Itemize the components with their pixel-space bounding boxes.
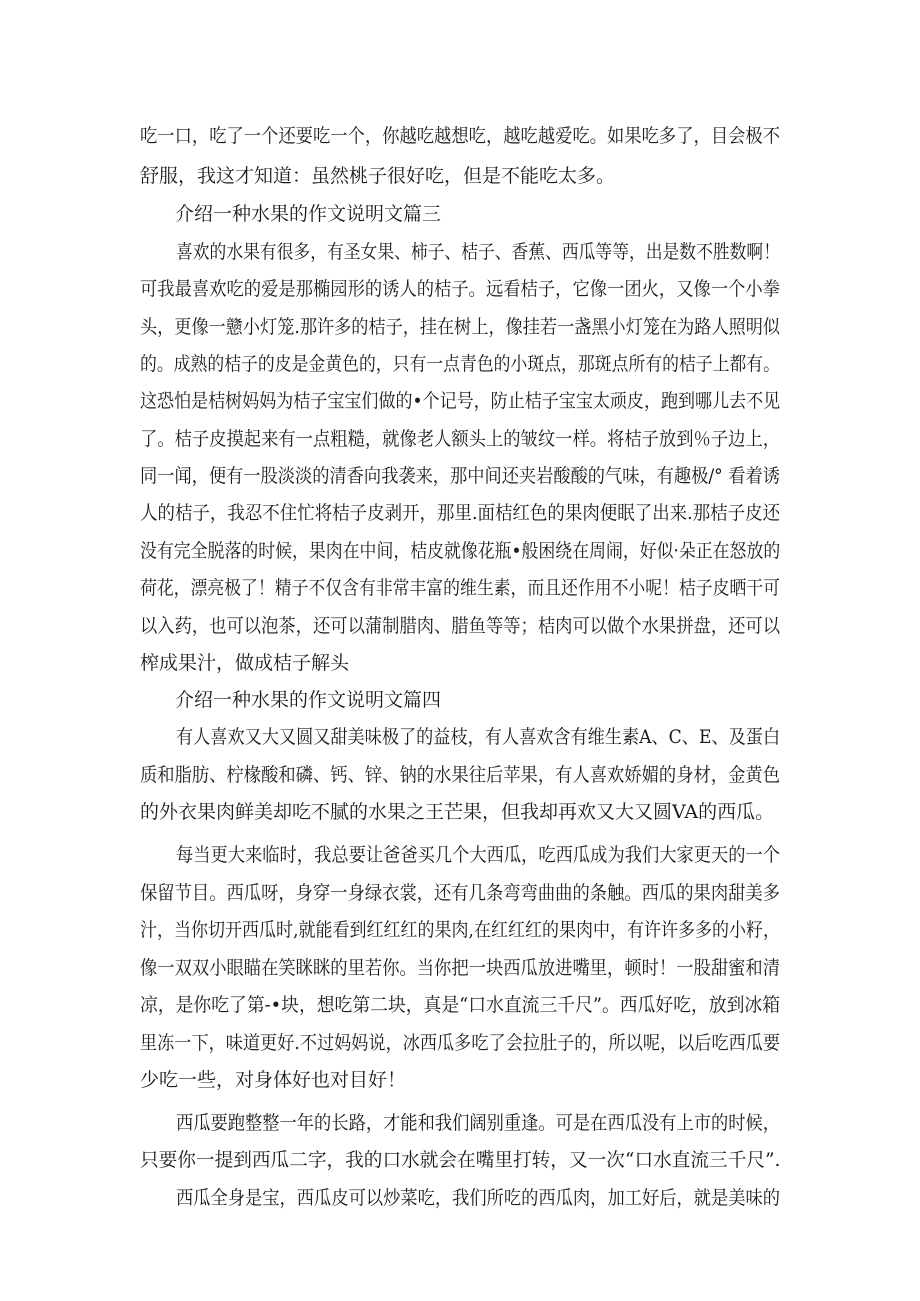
text-line-29: 西瓜全身是宝，西瓜皮可以炒菜吃，我们所吃的西瓜肉，加工好后，就是美味的 — [176, 1187, 781, 1209]
text-line-6: 头，更像一戆小灯笼.那许多的桔子，挂在树上，像挂若一盏黑小灯笼在为路人照明似 — [140, 316, 781, 338]
text-line-8: 这恐怕是桔树妈妈为桔子宝宝们做的•个记号，防止桔子宝宝太顽皮，跑到哪儿去不见 — [140, 390, 781, 412]
text-line-24: 凉，是你吃了第-•块，想吃第二块，真是“口水直流三千尺”。西瓜好吃，放到冰箱 — [140, 994, 781, 1016]
section-heading-3: 介绍一种水果的作文说明文篇三 — [175, 203, 442, 225]
text-line-22: 汁，当你切开西瓜时,就能看到红红红的果肉,在红红红的果肉中，有许许多多的小籽， — [140, 919, 781, 941]
text-line-1: 吃一口，吃了一个还要吃一个，你越吃越想吃，越吃越爱吃。如果吃多了，目会极不 — [140, 125, 781, 147]
text-line-18: 质和脂肪、柠椽酸和磷、钙、锌、钠的水果往后苹果，有人喜欢娇媚的身材，金黄色 — [140, 764, 781, 786]
text-line-25: 里冻一下，味道更好.不过妈妈说，冰西瓜多吃了会拉肚子的，所以呢，以后吃西瓜要 — [140, 1032, 781, 1054]
text-line-7: 的。成熟的桔子的皮是金黄色的，只有一点青色的小斑点，那斑点所有的桔子上都有。 — [140, 353, 780, 375]
text-line-4: 喜欢的水果有很多，有圣女果、柿子、桔子、香蕉、西瓜等等，出是数不胜数啊！ — [176, 241, 780, 263]
text-line-23: 像一双双小眼瞄在笑眯眯的里若你。当你把一块西瓜放进嘴里，顿时！一股甜蜜和清 — [140, 957, 781, 979]
text-line-15: 榨成果汁，做成桔子解头 — [140, 652, 350, 674]
section-heading-4: 介绍一种水果的作文说明文篇四 — [175, 689, 442, 711]
text-line-19: 的外衣果肉鲜美却吃不腻的水果之王芒果，但我却再欢又大又圆VA的西瓜。 — [140, 801, 775, 823]
text-line-10: 同一闻，便有一股淡淡的清香向我袭来，那中间还夹岩酸酸的气味，有趣极/° 看着诱 — [140, 465, 780, 487]
text-line-14: 以入药，也可以泡茶，还可以蒲制腊肉、腊鱼等等；桔肉可以做个水果拼盘，还可以 — [140, 615, 781, 637]
text-line-12: 没有完全脱落的时候，果肉在中间，桔皮就像花瓶•般困绕在周闹，好似·朵正在怒放的 — [140, 540, 781, 562]
text-line-26: 少吃一些，对身体好也对目好！ — [140, 1069, 407, 1091]
text-line-9: 了。桔子皮摸起来有一点粗糙，就像老人额头上的皱纹一样。将桔子放到％子边上， — [140, 428, 781, 450]
text-line-13: 荷花，漂亮极了！精子不仅含有非常丰富的维生素，而且还作用不小呢！桔子皮晒干可 — [140, 577, 780, 599]
text-line-20: 每当更大来临时，我总要让爸爸买几个大西瓜，吃西瓜成为我们大家更天的一个 — [176, 844, 781, 866]
text-line-21: 保留节目。西瓜呀，身穿一身绿衣裳，还有几条弯弯曲曲的条触。西瓜的果肉甜美多 — [140, 882, 781, 904]
text-line-11: 人的桔子，我忍不住忙将桔子皮剥开，那里.面桔红色的果肉便眠了出来.那桔子皮还 — [140, 502, 781, 524]
text-line-28: 只要你一提到西瓜二字，我的口水就会在嘴里打转，又一次“口水直流三千尺”. — [140, 1149, 781, 1171]
text-line-17: 有人喜欢又大又圆又甜美味极了的益枝，有人喜欢含有维生素A、C、E、及蛋白 — [176, 726, 781, 748]
text-line-27: 西瓜要跑整整一年的长路，才能和我们阔别重逢。可是在西瓜没有上市的时候， — [176, 1112, 781, 1134]
text-line-2: 舒服，我这才知道：虽然桃子很好吃，但是不能吃太多。 — [140, 165, 616, 187]
text-line-5: 可我最喜欢吃的爱是那椭园形的诱人的桔子。远看桔子，它像一团火，又像一个小拳 — [140, 278, 781, 300]
